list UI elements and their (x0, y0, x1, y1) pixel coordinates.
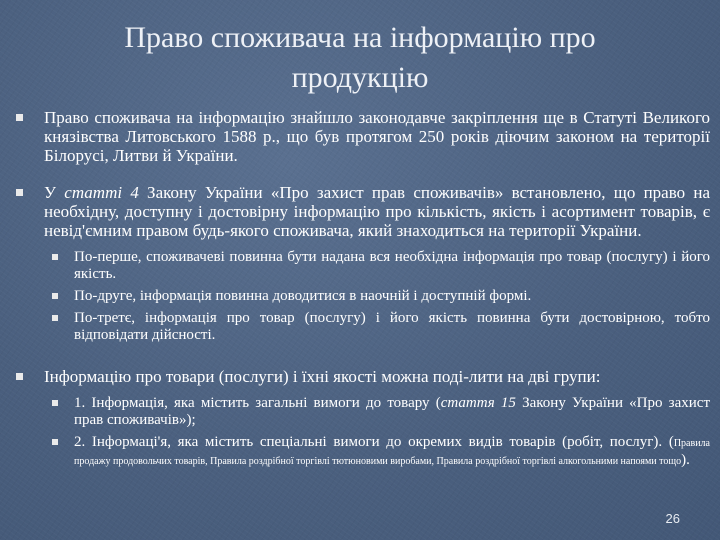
square-bullet-icon (52, 315, 58, 321)
article-reference: статті 4 (64, 183, 139, 202)
sub-bullet-item-2 (14, 288, 710, 305)
square-bullet-icon (52, 293, 58, 299)
sub-bullet-text: По-перше, споживачеві повинна бути надана вся необхідна інформація про товар (послугу) і його якість. (74, 249, 710, 282)
square-bullet-icon (16, 114, 23, 121)
paragraph-text-post: Закону України «Про захист прав споживачів» встановлено, що право на необхідну, доступну і достовірну інформацію про кількість, якість і асортимент товарів, є невід'ємним правом будь-якого споживача, який знаходиться на території України. (44, 183, 710, 240)
square-bullet-icon (52, 400, 58, 406)
sub-bullet-item-1 (14, 249, 710, 283)
title-line-2: продукцію (291, 61, 429, 94)
square-bullet-icon (16, 189, 23, 196)
page-number: 26 (665, 511, 680, 526)
sub-bullet-group-1 (14, 395, 710, 429)
paragraph-text-pre: У (44, 183, 65, 202)
sub-bullet-text-main: 2. Інформаці'я, яка містить спеціальні вимоги до окремих видів товарів (робіт, послуг). ( (74, 434, 674, 450)
sub-bullet-text-end: ). (681, 452, 690, 468)
square-bullet-icon (52, 439, 58, 445)
paragraph-text: Інформацію про товари (послуги) і їхні якості можна поді-лити на дві групи: (44, 367, 601, 386)
paragraph-text: Право споживача на інформацію знайшло законодавче закріплення ще в Статуті Великого князівства Литовського 1588 р., що був протягом 250 років діючим законом на території Білорусі, Литви й України. (44, 108, 710, 165)
rules-list-small: Правила продажу продовольчих товарів, Правила роздрібної торгівлі тютюновими виробами, Правила роздрібної торгівлі алкогольними напоями тощо (74, 438, 710, 467)
sub-bullet-text: По-третє, інформація про товар (послугу) і його якість повинна бути достовірною, тобто відповідати дійсності. (74, 310, 710, 343)
square-bullet-icon (16, 373, 23, 380)
bullet-item-history (14, 108, 710, 165)
bullet-item-groups (14, 367, 710, 386)
slide-title (0, 18, 720, 98)
sub-bullet-item-3 (14, 310, 710, 344)
title-line-1: Право споживача на інформацію про (124, 21, 596, 54)
slide-content (14, 108, 710, 470)
square-bullet-icon (52, 254, 58, 260)
sub-bullet-text-post: Закону України «Про захист прав споживачів»); (74, 395, 710, 428)
sub-bullet-text: По-друге, інформація повинна доводитися в наочній і доступній формі. (74, 288, 532, 304)
bullet-item-article4 (14, 183, 710, 240)
article-reference: стаття 15 (440, 395, 516, 411)
sub-bullet-group-2 (14, 434, 710, 470)
sub-bullet-text-pre: 1. Інформація, яка містить загальні вимоги до товару ( (74, 395, 441, 411)
